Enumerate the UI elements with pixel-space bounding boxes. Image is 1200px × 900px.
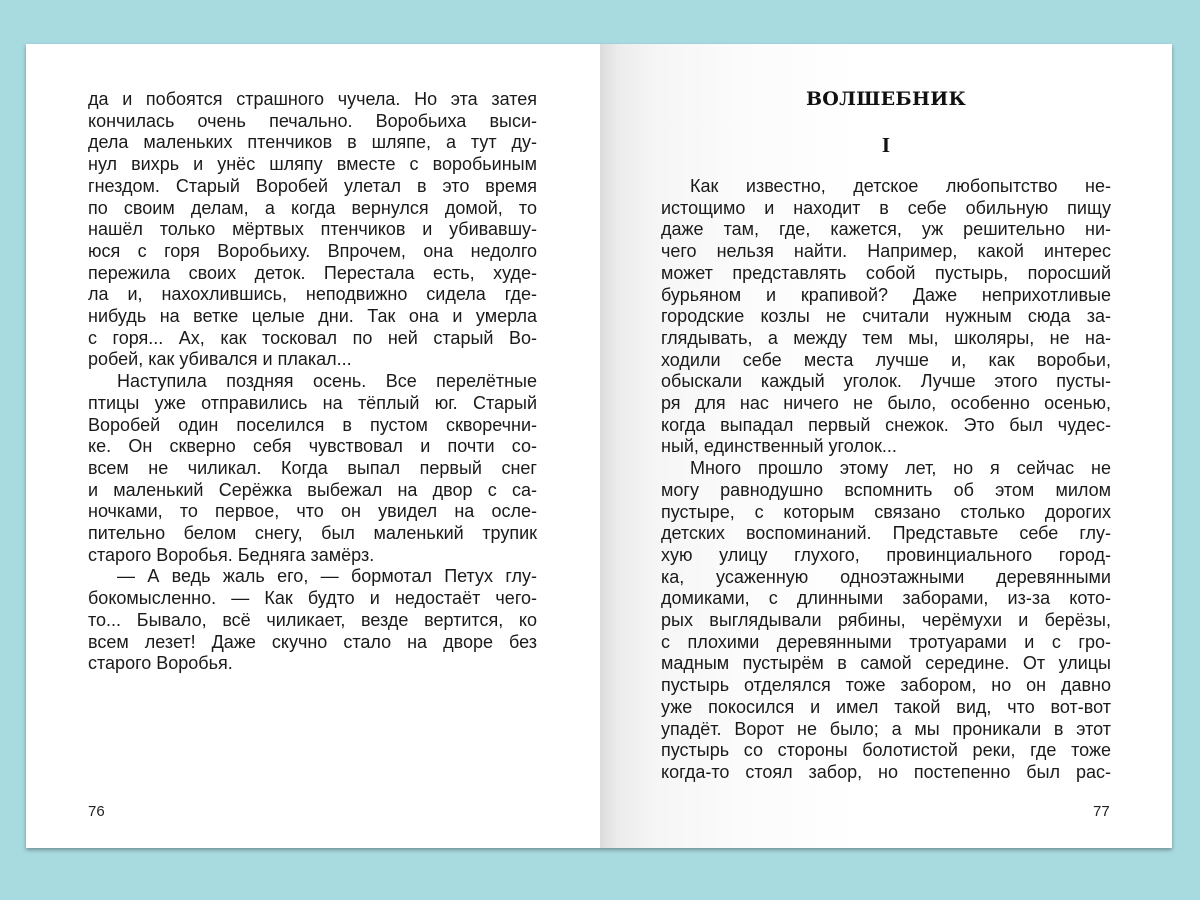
text-line: когда-то стоял забор, но постепенно был рас- <box>661 761 1111 782</box>
text-line: да и побоятся страшного чучела. Но эта затея <box>88 89 537 109</box>
text-line: ке. Он скверно себя чувствовал и почти со- <box>88 436 537 457</box>
text-line: Наступила поздняя осень. Все перелётные <box>117 371 537 392</box>
text-line: и маленький Серёжка выбежал на двор с са- <box>88 479 537 500</box>
text-line: ка, усаженную одноэтажными деревянными <box>661 566 1111 587</box>
left-page <box>26 44 600 848</box>
text-line: пережила своих деток. Перестала есть, худе- <box>88 262 537 283</box>
text-line: ря для нас ничего не было, особенно осенью, <box>661 393 1111 414</box>
text-line: птицы уже отправились на тёплый юг. Старый <box>88 392 537 413</box>
text-line: когда выпадал первый снежок. Это был чудес- <box>661 414 1111 435</box>
text-line: домиками, с длинными заборами, из-за кото- <box>661 588 1111 609</box>
text-line: кончилась очень печально. Воробьиха выси- <box>88 110 537 131</box>
text-line: детских воспоминаний. Представьте себе глу- <box>661 523 1111 544</box>
text-line: с горя... Ах, как тосковал по ней старый Во- <box>88 327 537 348</box>
text-line: Много прошло этому лет, но я сейчас не <box>690 458 1111 479</box>
text-line: истощимо и находит в себе обильную пищу <box>661 197 1111 218</box>
text-line: упадёт. Ворот не было; а мы проникали в этот <box>661 718 1111 739</box>
text-line: рых выглядывали рябины, черёмухи и берёзы, <box>661 610 1111 631</box>
text-line: городские козлы не считали нужным сюда за- <box>661 306 1111 327</box>
text-line: нибудь на ветке целые дни. Так она и умерла <box>88 306 537 327</box>
text-line: старого Воробья. Бедняга замёрз. <box>88 544 375 565</box>
text-line: чего нельзя найти. Например, какой интерес <box>661 241 1111 262</box>
text-line: Воробей один поселился в пустом скворечни- <box>88 414 537 435</box>
page-number-left: 76 <box>88 803 105 820</box>
text-line: всем лезет! Даже скучно стало на дворе без <box>88 631 537 652</box>
chapter-number: I <box>881 133 891 157</box>
text-line: нашёл только мёртвых птенчиков и убивавшу- <box>88 219 537 240</box>
text-line: обыскали каждый уголок. Лучше этого пусты- <box>661 371 1111 392</box>
text-line: ходили себе места лучше и, как воробьи, <box>661 349 1111 370</box>
right-page <box>600 44 1172 848</box>
chapter-title: ВОЛШЕБНИК <box>805 88 967 110</box>
page-number-right: 77 <box>1093 803 1110 820</box>
right-page-text <box>661 176 1111 784</box>
text-line: пительно белом снегу, был маленький трупик <box>88 523 537 544</box>
text-line: мадным пустырём в самой середине. От улицы <box>661 653 1111 674</box>
text-line: — А ведь жаль его, — бормотал Петух глу- <box>117 566 537 587</box>
left-page-text <box>88 89 537 675</box>
text-line: то... Бывало, всё чиликает, везде вертится, ко <box>88 609 537 630</box>
text-line: ночками, то первое, что он увидел на осле- <box>88 501 537 522</box>
text-line: пустырь со стороны болотистой реки, где тоже <box>661 740 1111 761</box>
text-line: дела маленьких птенчиков в шляпе, а тут ду- <box>88 132 537 153</box>
text-line: даже там, где, кажется, уж решительно ни- <box>661 219 1111 240</box>
open-book-spread <box>26 44 1172 848</box>
text-line: старого Воробья. <box>88 653 233 674</box>
text-line: ный, единственный уголок... <box>661 436 897 457</box>
text-line: может представлять собой пустырь, поросший <box>661 262 1111 283</box>
text-line: уже покосился и имел такой вид, что вот-вот <box>661 696 1111 717</box>
text-line: бурьяном и крапивой? Даже неприхотливые <box>661 284 1111 305</box>
text-line: глядывать, а между тем мы, школяры, не на- <box>661 327 1111 348</box>
text-line: гнездом. Старый Воробей улетал в это время <box>88 175 537 196</box>
text-line: Как известно, детское любопытство не- <box>690 176 1111 196</box>
text-line: могу равнодушно вспомнить об этом милом <box>661 479 1111 500</box>
text-line: ла и, нахохлившись, неподвижно сидела где- <box>88 284 537 305</box>
text-line: всем не чиликал. Когда выпал первый снег <box>88 457 537 478</box>
text-line: пустырь отделялся тоже забором, но он давно <box>661 675 1111 696</box>
text-line: юся с горя Воробьиху. Впрочем, она недолго <box>88 240 537 261</box>
text-line: нул вихрь и унёс шляпу вместе с воробьиным <box>88 154 537 175</box>
text-line: с плохими деревянными тротуарами и с гро- <box>661 631 1111 652</box>
text-line: по своим делам, а когда вернулся домой, то <box>88 197 537 218</box>
text-line: хую улицу глухого, провинциального город- <box>661 544 1111 565</box>
text-line: бокомысленно. — Как будто и недостаёт чего- <box>88 588 537 609</box>
text-line: пустыре, с которым связано столько дорогих <box>661 501 1111 522</box>
text-line: робей, как убивался и плакал... <box>88 349 352 370</box>
